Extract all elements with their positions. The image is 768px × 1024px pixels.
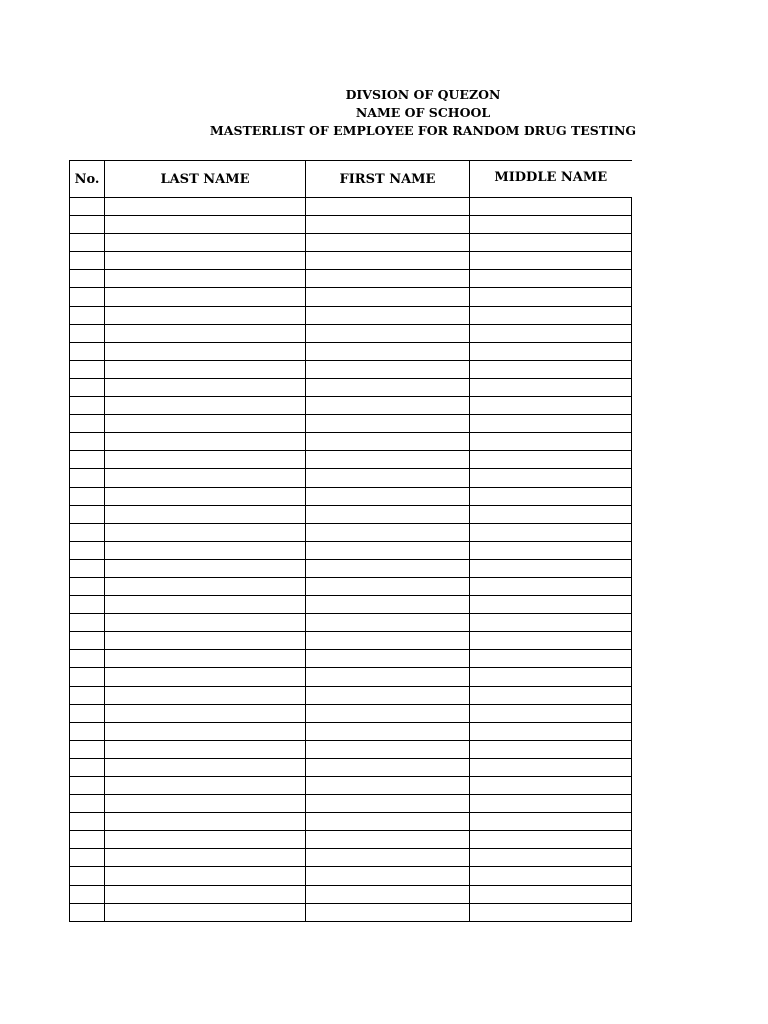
- cell-middle-name[interactable]: [470, 487, 632, 505]
- cell-first-name[interactable]: [306, 433, 470, 451]
- masterlist-table-container: [69, 160, 631, 922]
- table-row: [70, 252, 632, 270]
- cell-first-name[interactable]: [306, 469, 470, 487]
- cell-no: [70, 795, 105, 813]
- table-row: [70, 686, 632, 704]
- cell-last-name[interactable]: [105, 903, 306, 921]
- cell-first-name[interactable]: [306, 614, 470, 632]
- table-row: [70, 559, 632, 577]
- cell-no: [70, 777, 105, 795]
- cell-middle-name[interactable]: [470, 831, 632, 849]
- cell-last-name[interactable]: [105, 650, 306, 668]
- cell-first-name[interactable]: [306, 650, 470, 668]
- column-header-first-name: FIRST NAME: [306, 161, 470, 198]
- table-row: [70, 324, 632, 342]
- cell-middle-name[interactable]: [470, 650, 632, 668]
- cell-no: [70, 234, 105, 252]
- cell-no: [70, 867, 105, 885]
- cell-no: [70, 849, 105, 867]
- cell-no: [70, 722, 105, 740]
- cell-last-name[interactable]: [105, 216, 306, 234]
- cell-no: [70, 306, 105, 324]
- table-row: [70, 867, 632, 885]
- cell-middle-name[interactable]: [470, 541, 632, 559]
- table-row: [70, 795, 632, 813]
- cell-first-name[interactable]: [306, 270, 470, 288]
- cell-no: [70, 505, 105, 523]
- cell-first-name[interactable]: [306, 885, 470, 903]
- table-row: [70, 777, 632, 795]
- table-row: [70, 885, 632, 903]
- cell-last-name[interactable]: [105, 505, 306, 523]
- table-row: [70, 378, 632, 396]
- cell-no: [70, 523, 105, 541]
- cell-last-name[interactable]: [105, 234, 306, 252]
- table-row: [70, 541, 632, 559]
- table-row: [70, 216, 632, 234]
- table-row: [70, 831, 632, 849]
- table-row: [70, 758, 632, 776]
- table-row: [70, 360, 632, 378]
- cell-last-name[interactable]: [105, 795, 306, 813]
- cell-middle-name[interactable]: [470, 559, 632, 577]
- cell-first-name[interactable]: [306, 903, 470, 921]
- cell-middle-name[interactable]: [470, 342, 632, 360]
- table-row: [70, 469, 632, 487]
- cell-first-name[interactable]: [306, 668, 470, 686]
- cell-first-name[interactable]: [306, 505, 470, 523]
- cell-first-name[interactable]: [306, 867, 470, 885]
- cell-no: [70, 885, 105, 903]
- cell-middle-name[interactable]: [470, 433, 632, 451]
- cell-no: [70, 903, 105, 921]
- cell-no: [70, 342, 105, 360]
- cell-first-name[interactable]: [306, 451, 470, 469]
- cell-last-name[interactable]: [105, 324, 306, 342]
- cell-first-name[interactable]: [306, 577, 470, 595]
- cell-first-name[interactable]: [306, 415, 470, 433]
- table-row: [70, 650, 632, 668]
- cell-last-name[interactable]: [105, 722, 306, 740]
- cell-no: [70, 831, 105, 849]
- cell-no: [70, 270, 105, 288]
- cell-first-name[interactable]: [306, 216, 470, 234]
- cell-last-name[interactable]: [105, 397, 306, 415]
- cell-middle-name[interactable]: [470, 903, 632, 921]
- cell-last-name[interactable]: [105, 270, 306, 288]
- table-row: [70, 234, 632, 252]
- table-row: [70, 813, 632, 831]
- table-row: [70, 288, 632, 306]
- cell-first-name[interactable]: [306, 198, 470, 216]
- cell-last-name[interactable]: [105, 777, 306, 795]
- cell-last-name[interactable]: [105, 885, 306, 903]
- cell-last-name[interactable]: [105, 306, 306, 324]
- cell-middle-name[interactable]: [470, 451, 632, 469]
- masterlist-table: [69, 160, 632, 922]
- table-row: [70, 487, 632, 505]
- cell-first-name[interactable]: [306, 559, 470, 577]
- cell-middle-name[interactable]: [470, 813, 632, 831]
- table-header-row: [70, 161, 632, 198]
- cell-first-name[interactable]: [306, 360, 470, 378]
- cell-no: [70, 813, 105, 831]
- cell-middle-name[interactable]: [470, 596, 632, 614]
- cell-no: [70, 650, 105, 668]
- cell-middle-name[interactable]: [470, 867, 632, 885]
- cell-middle-name[interactable]: [470, 758, 632, 776]
- cell-first-name[interactable]: [306, 234, 470, 252]
- table-row: [70, 614, 632, 632]
- cell-last-name[interactable]: [105, 632, 306, 650]
- cell-last-name[interactable]: [105, 252, 306, 270]
- cell-middle-name[interactable]: [470, 469, 632, 487]
- cell-last-name[interactable]: [105, 378, 306, 396]
- cell-no: [70, 704, 105, 722]
- cell-first-name[interactable]: [306, 813, 470, 831]
- cell-middle-name[interactable]: [470, 668, 632, 686]
- cell-no: [70, 397, 105, 415]
- cell-middle-name[interactable]: [470, 198, 632, 216]
- cell-no: [70, 451, 105, 469]
- table-row: [70, 342, 632, 360]
- cell-last-name[interactable]: [105, 451, 306, 469]
- cell-no: [70, 252, 105, 270]
- cell-first-name[interactable]: [306, 849, 470, 867]
- school-heading: NAME OF SCHOOL: [355, 105, 491, 120]
- cell-middle-name[interactable]: [470, 288, 632, 306]
- cell-no: [70, 198, 105, 216]
- cell-middle-name[interactable]: [470, 722, 632, 740]
- cell-last-name[interactable]: [105, 577, 306, 595]
- cell-last-name[interactable]: [105, 758, 306, 776]
- table-row: [70, 415, 632, 433]
- cell-first-name[interactable]: [306, 777, 470, 795]
- cell-no: [70, 288, 105, 306]
- cell-middle-name[interactable]: [470, 378, 632, 396]
- table-row: [70, 306, 632, 324]
- cell-middle-name[interactable]: [470, 252, 632, 270]
- cell-middle-name[interactable]: [470, 777, 632, 795]
- table-row: [70, 596, 632, 614]
- cell-first-name[interactable]: [306, 342, 470, 360]
- cell-middle-name[interactable]: [470, 306, 632, 324]
- cell-middle-name[interactable]: [470, 234, 632, 252]
- cell-no: [70, 614, 105, 632]
- cell-last-name[interactable]: [105, 342, 306, 360]
- cell-no: [70, 324, 105, 342]
- cell-last-name[interactable]: [105, 433, 306, 451]
- cell-middle-name[interactable]: [470, 270, 632, 288]
- cell-first-name[interactable]: [306, 288, 470, 306]
- cell-first-name[interactable]: [306, 758, 470, 776]
- cell-middle-name[interactable]: [470, 704, 632, 722]
- cell-last-name[interactable]: [105, 686, 306, 704]
- table-row: [70, 849, 632, 867]
- cell-last-name[interactable]: [105, 541, 306, 559]
- cell-no: [70, 758, 105, 776]
- table-row: [70, 577, 632, 595]
- table-row: [70, 668, 632, 686]
- cell-last-name[interactable]: [105, 559, 306, 577]
- cell-last-name[interactable]: [105, 740, 306, 758]
- cell-first-name[interactable]: [306, 686, 470, 704]
- cell-last-name[interactable]: [105, 849, 306, 867]
- cell-last-name[interactable]: [105, 668, 306, 686]
- table-row: [70, 270, 632, 288]
- document-title: MASTERLIST OF EMPLOYEE FOR RANDOM DRUG TESTING: [209, 123, 637, 138]
- cell-first-name[interactable]: [306, 523, 470, 541]
- cell-middle-name[interactable]: [470, 216, 632, 234]
- cell-first-name[interactable]: [306, 541, 470, 559]
- cell-no: [70, 668, 105, 686]
- cell-last-name[interactable]: [105, 415, 306, 433]
- cell-middle-name[interactable]: [470, 686, 632, 704]
- cell-no: [70, 415, 105, 433]
- cell-middle-name[interactable]: [470, 849, 632, 867]
- cell-last-name[interactable]: [105, 813, 306, 831]
- cell-last-name[interactable]: [105, 867, 306, 885]
- cell-last-name[interactable]: [105, 487, 306, 505]
- cell-last-name[interactable]: [105, 831, 306, 849]
- cell-first-name[interactable]: [306, 795, 470, 813]
- cell-first-name[interactable]: [306, 397, 470, 415]
- cell-first-name[interactable]: [306, 252, 470, 270]
- table-row: [70, 704, 632, 722]
- cell-middle-name[interactable]: [470, 505, 632, 523]
- cell-no: [70, 378, 105, 396]
- cell-no: [70, 740, 105, 758]
- cell-no: [70, 686, 105, 704]
- table-body: [70, 198, 632, 922]
- cell-first-name[interactable]: [306, 378, 470, 396]
- cell-no: [70, 487, 105, 505]
- column-header-no: No.: [70, 161, 105, 198]
- cell-middle-name[interactable]: [470, 577, 632, 595]
- table-row: [70, 632, 632, 650]
- cell-first-name[interactable]: [306, 632, 470, 650]
- cell-no: [70, 469, 105, 487]
- table-row: [70, 451, 632, 469]
- table-row: [70, 198, 632, 216]
- column-header-middle-name: MIDDLE NAME: [470, 161, 632, 198]
- cell-last-name[interactable]: [105, 614, 306, 632]
- cell-first-name[interactable]: [306, 306, 470, 324]
- cell-first-name[interactable]: [306, 324, 470, 342]
- table-row: [70, 740, 632, 758]
- cell-no: [70, 577, 105, 595]
- cell-no: [70, 360, 105, 378]
- cell-middle-name[interactable]: [470, 740, 632, 758]
- cell-first-name[interactable]: [306, 722, 470, 740]
- cell-middle-name[interactable]: [470, 397, 632, 415]
- cell-last-name[interactable]: [105, 360, 306, 378]
- cell-no: [70, 216, 105, 234]
- cell-middle-name[interactable]: [470, 795, 632, 813]
- cell-last-name[interactable]: [105, 704, 306, 722]
- cell-first-name[interactable]: [306, 596, 470, 614]
- cell-last-name[interactable]: [105, 288, 306, 306]
- cell-middle-name[interactable]: [470, 523, 632, 541]
- table-row: [70, 523, 632, 541]
- table-row: [70, 397, 632, 415]
- cell-middle-name[interactable]: [470, 632, 632, 650]
- cell-no: [70, 632, 105, 650]
- table-row: [70, 505, 632, 523]
- cell-last-name[interactable]: [105, 469, 306, 487]
- cell-last-name[interactable]: [105, 596, 306, 614]
- table-row: [70, 433, 632, 451]
- cell-last-name[interactable]: [105, 198, 306, 216]
- cell-middle-name[interactable]: [470, 415, 632, 433]
- cell-first-name[interactable]: [306, 704, 470, 722]
- cell-last-name[interactable]: [105, 523, 306, 541]
- cell-no: [70, 433, 105, 451]
- cell-middle-name[interactable]: [470, 324, 632, 342]
- cell-first-name[interactable]: [306, 831, 470, 849]
- cell-no: [70, 541, 105, 559]
- column-header-last-name: LAST NAME: [105, 161, 306, 198]
- cell-no: [70, 596, 105, 614]
- cell-first-name[interactable]: [306, 487, 470, 505]
- cell-middle-name[interactable]: [470, 885, 632, 903]
- cell-first-name[interactable]: [306, 740, 470, 758]
- cell-middle-name[interactable]: [470, 360, 632, 378]
- division-heading: DIVSION OF QUEZON: [345, 87, 501, 102]
- table-row: [70, 903, 632, 921]
- table-row: [70, 722, 632, 740]
- cell-no: [70, 559, 105, 577]
- cell-middle-name[interactable]: [470, 614, 632, 632]
